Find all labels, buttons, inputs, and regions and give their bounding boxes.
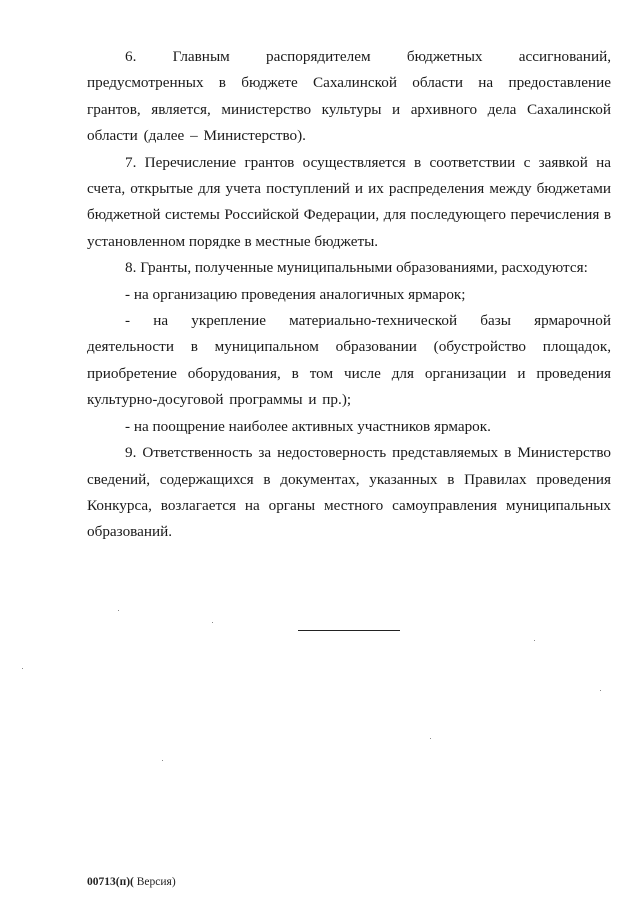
footer-code: 00713(п)( [87, 876, 134, 888]
scan-speck [430, 738, 431, 739]
paragraph-8-item-3: - на поощрение наиболее активных участников ярмарок. [125, 417, 491, 435]
footer-version: Версия) [133, 876, 176, 888]
scan-speck [212, 622, 213, 623]
paragraph-8: 8. Гранты, полученные муниципальными образованиями, расходуются: [125, 259, 588, 277]
footer-doc-code [87, 876, 176, 888]
paragraph-8-item-2: - на укрепление материально-технической базы ярмарочной деятельности в муниципальном образовании (обустройство площадок, приобретение оборудования, в том числе для организации и проведения культурно-досуговой программы и пр.); [87, 312, 611, 409]
end-separator-line [298, 630, 400, 631]
paragraph-9: 9. Ответственность за недостоверность представляемых в Министерство сведений, содержащихся в документах, указанных в Правилах проведения Конкурса, возлагается на органы местного самоуправления муниципальных образований. [87, 444, 611, 541]
scan-speck [118, 610, 119, 611]
scan-speck [162, 760, 163, 761]
scan-speck [600, 690, 601, 691]
paragraph-7: 7. Перечисление грантов осуществляется в соответствии с заявкой на счета, открытые для учета поступлений и их распределения между бюджетами бюджетной системы Российской Федерации, для последующего перечисления в установленном порядке в местные бюджеты. [87, 153, 611, 250]
paragraph-8-item-1: - на организацию проведения аналогичных ярмарок; [125, 285, 466, 303]
scan-speck [534, 640, 535, 641]
scan-speck [22, 668, 23, 669]
paragraph-6: 6. Главным распорядителем бюджетных ассигнований, предусмотренных в бюджете Сахалинской области на предоставление грантов, является, министерство культуры и архивного дела Сахалинской области (далее – Министерство). [87, 48, 611, 145]
document-body [87, 44, 611, 546]
